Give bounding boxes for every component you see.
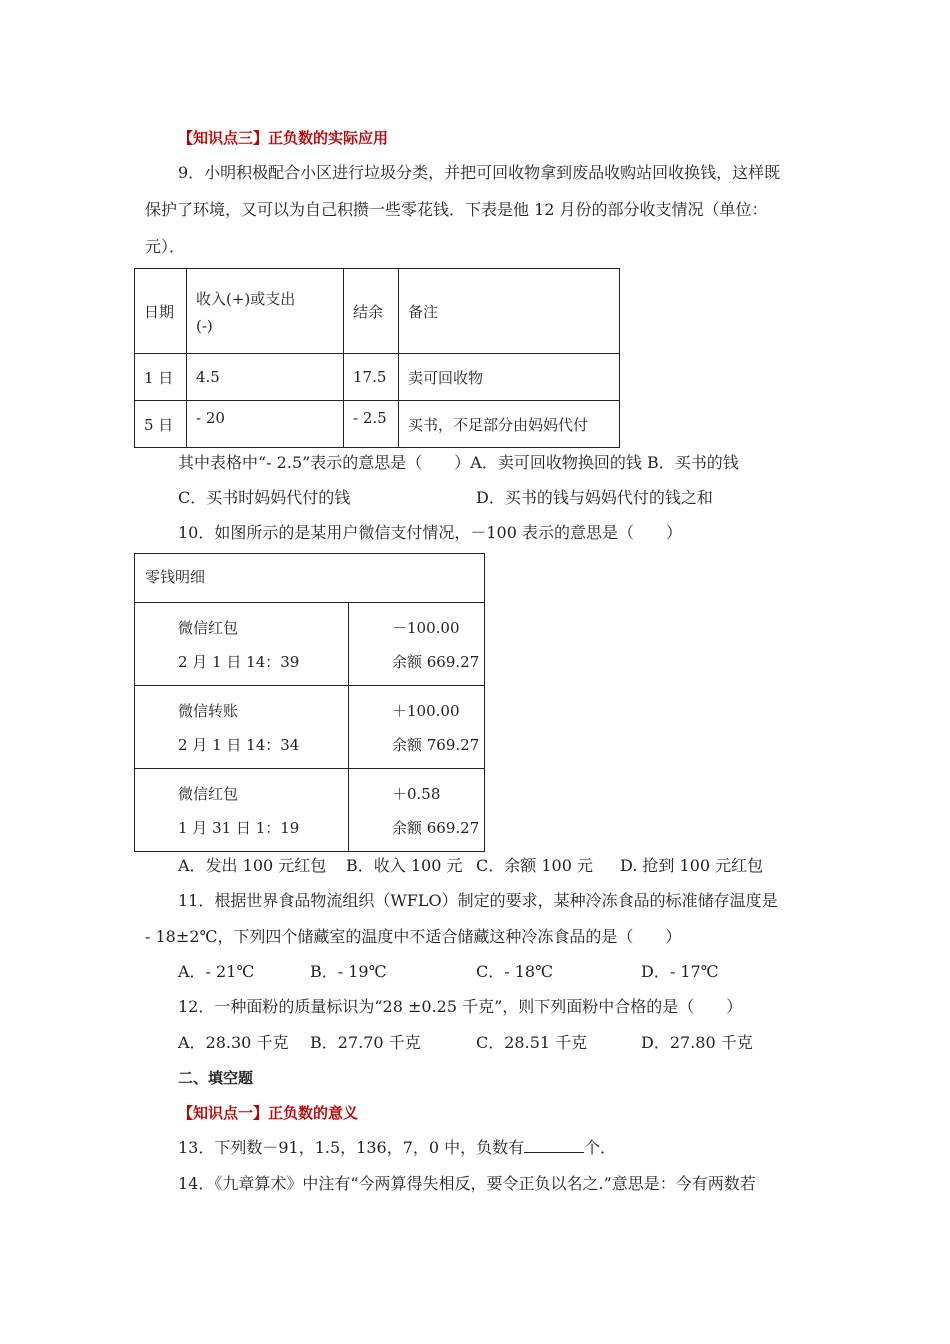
q12-option-b: B．27.70 千克 bbox=[310, 1033, 421, 1052]
cell-date: 5 日 bbox=[135, 401, 187, 448]
transaction-amount-cell bbox=[349, 603, 485, 686]
transaction-amount: ＋100.00 bbox=[392, 702, 460, 720]
q11-line1: 11．根据世界食品物流组织（WFLO）制定的要求，某种冷冻食品的标准储存温度是 bbox=[178, 891, 778, 910]
cell-remark: 卖可回收物 bbox=[399, 354, 620, 401]
q12-option-d: D．27.80 千克 bbox=[641, 1033, 753, 1052]
q9-question: 其中表格中“- 2.5”表示的意思是（ ）A．卖可回收物换回的钱 B．买书的钱 bbox=[178, 453, 739, 472]
transaction-amount: －100.00 bbox=[392, 619, 460, 637]
q11-line2: - 18±2℃，下列四个储藏室的温度中不适合储藏这种冷冻食品的是（ ） bbox=[145, 927, 682, 946]
transaction-time: 2 月 1 日 14：39 bbox=[178, 653, 300, 671]
q9-line1: 9．小明积极配合小区进行垃圾分类，并把可回收物拿到废品收购站回收换钱，这样既 bbox=[178, 163, 781, 182]
q11-option-d: D．- 17℃ bbox=[641, 962, 719, 981]
section3-heading: 【知识点三】正负数的实际应用 bbox=[178, 129, 389, 147]
q10-question: 10．如图所示的是某用户微信支付情况，－100 表示的意思是（ ） bbox=[178, 523, 682, 542]
q11-option-c: C．- 18℃ bbox=[476, 962, 553, 981]
section1-heading: 【知识点一】正负数的意义 bbox=[178, 1104, 359, 1122]
section2-title: 二、填空题 bbox=[178, 1069, 254, 1087]
q10-option-c: C．余额 100 元 bbox=[476, 856, 593, 875]
transaction-info bbox=[135, 769, 349, 852]
q12-option-a: A．28.30 千克 bbox=[178, 1033, 289, 1052]
transaction-time: 1 月 31 日 1：19 bbox=[178, 819, 300, 837]
wechat-wallet-table bbox=[134, 553, 485, 852]
transaction-amount: ＋0.58 bbox=[392, 785, 441, 803]
q13-question bbox=[178, 1138, 616, 1158]
transaction-balance: 余额 769.27 bbox=[392, 736, 480, 754]
q11-option-b: B．- 19℃ bbox=[310, 962, 387, 981]
transaction-balance: 余额 669.27 bbox=[392, 653, 480, 671]
q9-line3: 元）． bbox=[145, 237, 186, 256]
header-income-expense bbox=[187, 269, 344, 354]
q10-option-d: D. 抢到 100 元红包 bbox=[620, 856, 764, 875]
cell-balance: - 2.5 bbox=[344, 401, 399, 448]
cell-amount: - 20 bbox=[187, 401, 344, 448]
q9-income-table bbox=[134, 268, 620, 448]
q12-question: 12．一种面粉的质量标识为“28 ±0.25 千克”，则下列面粉中合格的是（ ） bbox=[178, 997, 743, 1016]
q10-option-a: A．发出 100 元红包 bbox=[178, 856, 327, 875]
transaction-time: 2 月 1 日 14：34 bbox=[178, 736, 300, 754]
transaction-amount-cell bbox=[349, 769, 485, 852]
q13-text-after: 个． bbox=[584, 1138, 617, 1157]
cell-date: 1 日 bbox=[135, 354, 187, 401]
header-date: 日期 bbox=[135, 269, 187, 354]
transaction-name: 微信红包 bbox=[178, 619, 239, 637]
q13-answer-blank[interactable] bbox=[524, 1138, 584, 1153]
cell-remark: 买书，不足部分由妈妈代付 bbox=[399, 401, 620, 448]
header-remark: 备注 bbox=[399, 269, 620, 354]
q10-option-b: B．收入 100 元 bbox=[346, 856, 463, 875]
transaction-info bbox=[135, 686, 349, 769]
transaction-name: 微信红包 bbox=[178, 785, 239, 803]
transaction-name: 微信转账 bbox=[178, 702, 239, 720]
q9-line2: 保护了环境，又可以为自己积攒一些零花钱．下表是他 12 月份的部分收支情况（单位： bbox=[145, 200, 768, 219]
q9-option-c: C．买书时妈妈代付的钱 bbox=[178, 488, 351, 507]
q11-option-a: A．- 21℃ bbox=[178, 962, 255, 981]
header-balance: 结余 bbox=[344, 269, 399, 354]
transaction-balance: 余额 669.27 bbox=[392, 819, 480, 837]
transaction-amount-cell bbox=[349, 686, 485, 769]
header-income-line1: 收入(+)或支出 bbox=[196, 289, 296, 308]
q12-option-c: C．28.51 千克 bbox=[476, 1033, 588, 1052]
header-income-line2: (-) bbox=[196, 316, 213, 335]
q14-line1: 14．《九章算术》中注有“今两算得失相反，要令正负以名之.”意思是：今有两数若 bbox=[178, 1174, 756, 1193]
wallet-title: 零钱明细 bbox=[135, 554, 485, 603]
cell-balance: 17.5 bbox=[344, 354, 399, 401]
cell-amount: 4.5 bbox=[187, 354, 344, 401]
transaction-info bbox=[135, 603, 349, 686]
q9-option-d: D．买书的钱与妈妈代付的钱之和 bbox=[476, 488, 713, 507]
q13-text-before: 13．下列数－91，1.5，136，7，0 中，负数有 bbox=[178, 1138, 525, 1157]
